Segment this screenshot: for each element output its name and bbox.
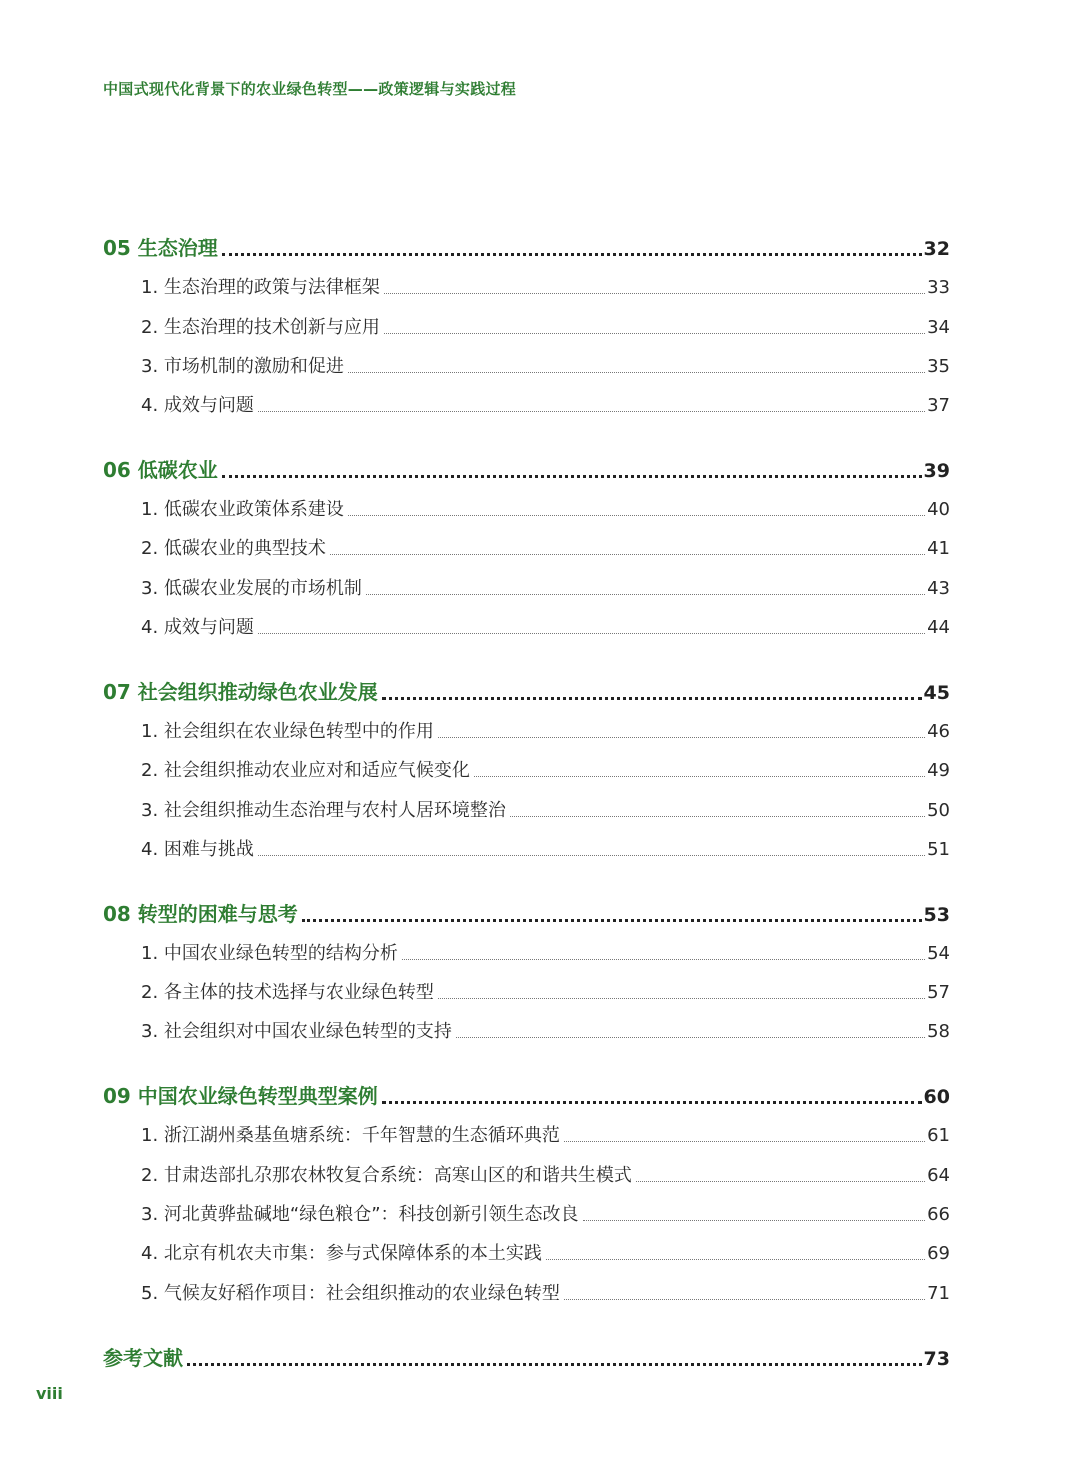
toc-entry-title: 1. 低碳农业政策体系建设 [141, 499, 344, 520]
toc-entry-title: 4. 北京有机农夫市集：参与式保障体系的本土实践 [141, 1243, 542, 1264]
dot-leader [348, 514, 925, 516]
toc-entry-title: 1. 社会组织在农业绿色转型中的作用 [141, 721, 434, 742]
dot-leader [382, 1100, 922, 1104]
dot-leader [258, 410, 925, 412]
dot-leader [366, 593, 925, 595]
dot-leader [456, 1036, 925, 1038]
dot-leader [583, 1219, 926, 1221]
toc-section[interactable] [141, 835, 950, 861]
toc-entry-title: 3. 社会组织推动生态治理与农村人居环境整治 [141, 800, 506, 821]
dot-leader [384, 332, 925, 334]
toc-section[interactable] [141, 1239, 950, 1265]
toc-entry-page: 60 [923, 1086, 950, 1108]
toc-entry-title: 4. 成效与问题 [141, 395, 254, 416]
toc-section[interactable] [141, 313, 950, 339]
toc-section[interactable] [141, 717, 950, 743]
toc-entry-page: 50 [927, 800, 950, 821]
toc-section[interactable] [141, 534, 950, 560]
dot-leader [384, 292, 925, 294]
toc-section[interactable] [141, 1017, 950, 1043]
dot-leader [222, 252, 922, 256]
toc-entry-page: 71 [927, 1283, 950, 1304]
dot-leader [382, 696, 922, 700]
toc-references[interactable] [103, 1342, 950, 1371]
toc-entry-page: 61 [927, 1125, 950, 1146]
toc-entry-title: 09 中国农业绿色转型典型案例 [103, 1084, 378, 1108]
dot-leader [402, 958, 925, 960]
toc-entry-page: 57 [927, 982, 950, 1003]
toc-entry-title: 1. 浙江湖州桑基鱼塘系统：千年智慧的生态循环典范 [141, 1125, 560, 1146]
dot-leader [564, 1298, 925, 1300]
toc-entry-page: 34 [927, 317, 950, 338]
dot-leader [546, 1258, 925, 1260]
toc-entry-page: 53 [923, 904, 950, 926]
toc-entry-title: 05 生态治理 [103, 236, 218, 260]
toc-entry-page: 39 [923, 460, 950, 482]
toc-entry-page: 40 [927, 499, 950, 520]
dot-leader [348, 371, 925, 373]
toc-entry-page: 46 [927, 721, 950, 742]
toc-entry-page: 51 [927, 839, 950, 860]
toc-entry-page: 66 [927, 1204, 950, 1225]
dot-leader [222, 474, 922, 478]
toc-chapter-07[interactable] [103, 676, 950, 705]
toc-entry-title: 3. 河北黄骅盐碱地“绿色粮仓”：科技创新引领生态改良 [141, 1204, 579, 1225]
toc-entry-title: 3. 社会组织对中国农业绿色转型的支持 [141, 1021, 452, 1042]
toc-section[interactable] [141, 1279, 950, 1305]
toc-chapter-08[interactable] [103, 898, 950, 927]
toc-entry-title: 2. 各主体的技术选择与农业绿色转型 [141, 982, 434, 1003]
dot-leader [636, 1180, 925, 1182]
toc-section[interactable] [141, 1161, 950, 1187]
toc-entry-page: 37 [927, 395, 950, 416]
dot-leader [330, 553, 925, 555]
toc-section[interactable] [141, 273, 950, 299]
toc-entry-page: 64 [927, 1165, 950, 1186]
toc-entry-title: 4. 困难与挑战 [141, 839, 254, 860]
toc-entry-title: 06 低碳农业 [103, 458, 218, 482]
toc-entry-page: 33 [927, 277, 950, 298]
toc-entry-title: 5. 气候友好稻作项目：社会组织推动的农业绿色转型 [141, 1283, 560, 1304]
toc-entry-title: 参考文献 [103, 1346, 183, 1370]
toc-entry-title: 2. 生态治理的技术创新与应用 [141, 317, 380, 338]
toc-entry-page: 58 [927, 1021, 950, 1042]
toc-section[interactable] [141, 978, 950, 1004]
dot-leader [258, 632, 925, 634]
dot-leader [510, 815, 925, 817]
toc-entry-page: 45 [923, 682, 950, 704]
dot-leader [564, 1140, 925, 1142]
toc-section[interactable] [141, 1200, 950, 1226]
toc-entry-title: 1. 中国农业绿色转型的结构分析 [141, 943, 398, 964]
toc-section[interactable] [141, 391, 950, 417]
toc-entry-title: 4. 成效与问题 [141, 617, 254, 638]
toc-entry-page: 35 [927, 356, 950, 377]
dot-leader [474, 775, 925, 777]
toc-entry-title: 1. 生态治理的政策与法律框架 [141, 277, 380, 298]
toc-section[interactable] [141, 613, 950, 639]
toc-section[interactable] [141, 352, 950, 378]
toc-entry-page: 49 [927, 760, 950, 781]
dot-leader [187, 1362, 922, 1366]
toc-entry-title: 2. 社会组织推动农业应对和适应气候变化 [141, 760, 470, 781]
toc-section[interactable] [141, 1121, 950, 1147]
running-header: 中国式现代化背景下的农业绿色转型——政策逻辑与实践过程 [103, 80, 517, 98]
toc-entry-page: 41 [927, 538, 950, 559]
toc-section[interactable] [141, 939, 950, 965]
toc-entry-page: 69 [927, 1243, 950, 1264]
toc-section[interactable] [141, 574, 950, 600]
toc-entry-page: 73 [923, 1348, 950, 1370]
toc-entry-page: 54 [927, 943, 950, 964]
toc-entry-page: 32 [923, 238, 950, 260]
dot-leader [302, 918, 922, 922]
toc-entry-title: 2. 低碳农业的典型技术 [141, 538, 326, 559]
toc-section[interactable] [141, 756, 950, 782]
toc-chapter-06[interactable] [103, 454, 950, 483]
dot-leader [438, 997, 925, 999]
toc-section[interactable] [141, 796, 950, 822]
dot-leader [258, 854, 925, 856]
toc-chapter-09[interactable] [103, 1080, 950, 1109]
toc-entry-page: 44 [927, 617, 950, 638]
toc-chapter-05[interactable] [103, 232, 950, 261]
toc-entry-title: 08 转型的困难与思考 [103, 902, 298, 926]
dot-leader [438, 736, 925, 738]
toc-entry-title: 3. 市场机制的激励和促进 [141, 356, 344, 377]
toc-section[interactable] [141, 495, 950, 521]
toc-entry-title: 2. 甘肃迭部扎尕那农林牧复合系统：高寒山区的和谐共生模式 [141, 1165, 632, 1186]
toc-entry-title: 07 社会组织推动绿色农业发展 [103, 680, 378, 704]
toc-entry-title: 3. 低碳农业发展的市场机制 [141, 578, 362, 599]
page-number: viii [36, 1384, 63, 1403]
toc-entry-page: 43 [927, 578, 950, 599]
